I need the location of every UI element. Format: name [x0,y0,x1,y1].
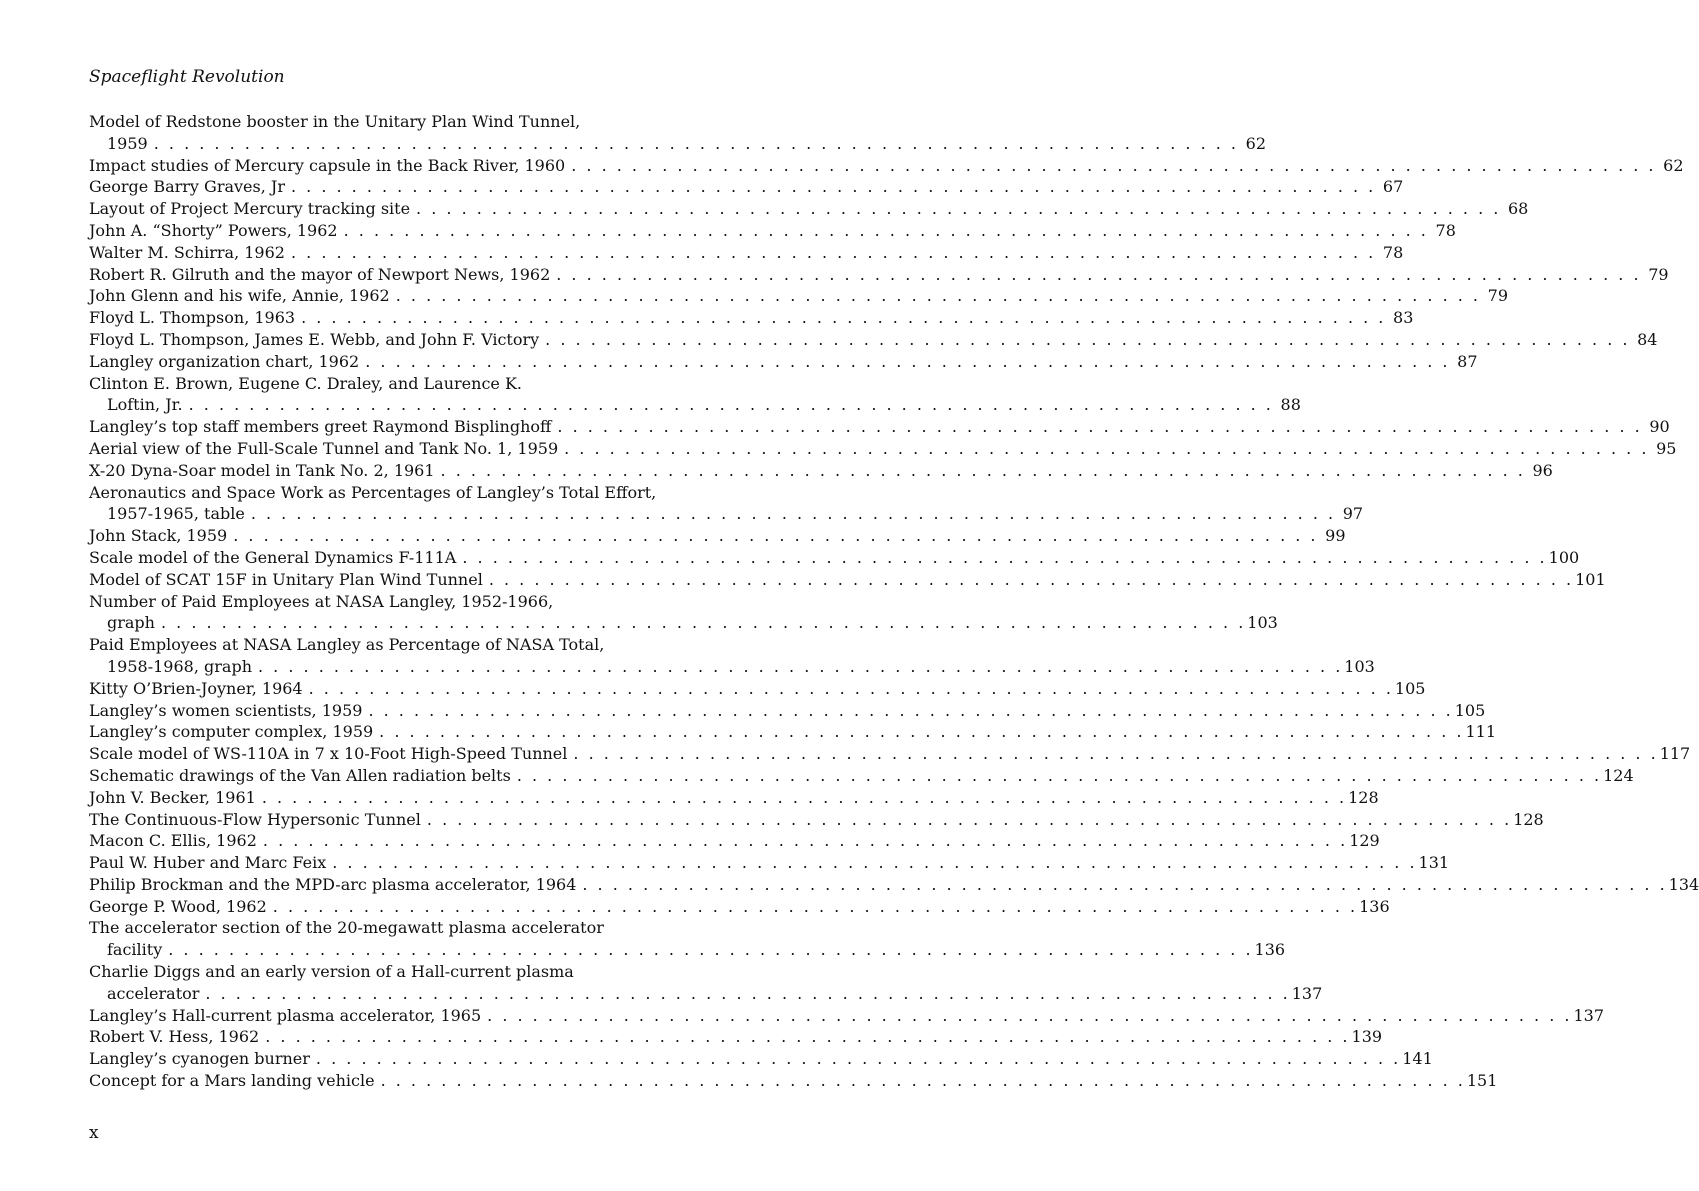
dot-leader [205,983,1287,1005]
entry-page-number: 62 [1663,155,1684,175]
list-entry [89,1070,1498,1092]
dot-leader [462,547,1544,569]
dot-leader [291,176,1373,198]
entry-line-final [89,329,1658,351]
dot-leader [416,198,1498,220]
entry-page-number: 79 [1648,264,1669,284]
list-entry [89,1026,1383,1048]
illustrations-list [89,111,1699,1092]
entry-page-number: 105 [1394,678,1426,698]
entry-title: Robert R. Gilruth and the mayor of Newport News, 1962 [89,264,551,284]
list-entry [89,307,1414,329]
entry-page-number: 128 [1513,809,1544,829]
entry-title: Model of Redstone booster in the Unitary Plan Wind Tunnel, [89,112,581,131]
dot-leader [251,503,1333,525]
entry-page-number: 129 [1349,831,1380,851]
entry-page-number: 88 [1280,395,1301,415]
entry-page-number: 101 [1575,569,1606,589]
entry-title: Number of Paid Employees at NASA Langley, 1952-1966, [89,591,554,611]
list-entry [89,874,1699,896]
page-folio: x [89,1123,99,1143]
entry-line-final [89,896,1390,918]
entry-line-final [89,547,1580,569]
list-entry [89,678,1426,700]
dot-leader [381,1070,1463,1092]
dot-leader [189,394,1271,416]
entry-line-final [89,765,1634,787]
entry-title: 1957-1965, table [107,504,245,524]
entry-page-number: 137 [1573,1005,1604,1025]
dot-leader [344,220,1426,242]
entry-title: Paul W. Huber and Marc Feix [89,853,327,873]
list-entry [89,351,1478,373]
entry-line-final [89,220,1456,242]
entry-title: Langley’s Hall-current plasma accelerator, 1965 [89,1005,482,1025]
entry-title: Langley organization chart, 1962 [89,351,360,371]
list-entry [89,787,1379,809]
entry-line-final [89,678,1426,700]
entry-title: Philip Brockman and the MPD-arc plasma accelerator, 1964 [89,874,577,894]
list-entry [89,482,1364,526]
entry-title: graph [107,613,155,633]
entry-line-final [89,939,1286,961]
list-entry [89,765,1634,787]
entry-title: Langley’s women scientists, 1959 [89,700,363,720]
entry-line-final [89,874,1699,896]
list-entry [89,264,1669,286]
entry-line-final [89,1005,1604,1027]
entry-title: Loftin, Jr. [107,395,183,415]
entry-title: George Barry Graves, Jr [89,177,285,197]
entry-page-number: 151 [1466,1071,1498,1091]
list-entry [89,809,1544,831]
entry-title: Langley’s computer complex, 1959 [89,722,374,742]
entry-title: Concept for a Mars landing vehicle [89,1071,375,1091]
entry-title: The accelerator section of the 20-megawatt plasma accelerator [89,918,604,938]
entry-page-number: 62 [1245,133,1267,153]
entry-line-final [89,830,1380,852]
entry-line-final [89,285,1509,307]
entry-page-number: 78 [1382,242,1404,262]
entry-page-number: 68 [1507,199,1529,219]
entry-page-number: 97 [1342,504,1364,524]
dot-leader [301,307,1383,329]
list-entry [89,721,1497,743]
entry-line-final [89,438,1677,460]
entry-page-number: 139 [1351,1027,1383,1047]
entry-line-final [89,1070,1498,1092]
entry-line-final [89,242,1404,264]
entry-title: 1958-1968, graph [107,656,252,676]
entry-page-number: 128 [1348,787,1379,807]
list-entry [89,373,1301,417]
entry-page-number: 99 [1325,526,1346,546]
dot-leader [368,700,1450,722]
list-entry [89,460,1553,482]
dot-leader [233,525,1315,547]
entry-page-number: 95 [1656,438,1677,458]
entry-line-final [89,133,1267,155]
entry-title: Charlie Diggs and an early version of a Hall-current plasma [89,962,574,982]
dot-leader [573,743,1655,765]
entry-line-final [89,198,1529,220]
entry-title: facility [107,940,163,960]
entry-page-number: 137 [1291,983,1323,1003]
entry-line-final [89,809,1544,831]
entry-line-final [89,307,1414,329]
list-entry [89,155,1684,177]
entry-line-final [89,721,1497,743]
dot-leader [154,133,1236,155]
list-entry [89,700,1486,722]
list-entry [89,198,1529,220]
list-entry [89,329,1658,351]
entry-line-final [89,416,1670,438]
dot-leader [168,939,1250,961]
list-entry [89,1048,1433,1070]
list-entry [89,896,1390,918]
list-entry [89,111,1267,155]
list-entry [89,242,1404,264]
dot-leader [258,656,1340,678]
dot-leader [427,809,1509,831]
entry-page-number: 103 [1344,656,1375,676]
running-title: Spaceflight Revolution [89,67,285,87]
dot-leader [582,874,1664,896]
entry-title: 1959 [107,133,148,153]
entry-title: Kitty O’Brien-Joyner, 1964 [89,678,303,698]
entry-page-number: 124 [1603,765,1634,785]
dot-leader [309,678,1391,700]
entry-title: John Stack, 1959 [89,526,228,546]
entry-page-number: 136 [1359,896,1390,916]
dot-leader [379,721,1461,743]
dot-leader [489,569,1571,591]
entry-title: Impact studies of Mercury capsule in the Back River, 1960 [89,155,566,175]
entry-line-final [89,155,1684,177]
entry-line-final [89,460,1553,482]
dot-leader [487,1005,1569,1027]
entry-page-number: 111 [1465,722,1497,742]
entry-line-final [89,612,1278,634]
dot-leader [273,896,1355,918]
list-entry [89,220,1456,242]
entry-page-number: 105 [1454,700,1486,720]
entry-title: Floyd L. Thompson, James E. Webb, and John F. Victory [89,329,540,349]
dot-leader [557,416,1639,438]
dot-leader [265,1026,1347,1048]
entry-page-number: 103 [1247,613,1278,633]
entry-title: Robert V. Hess, 1962 [89,1027,260,1047]
entry-page-number: 96 [1532,460,1553,480]
entry-page-number: 141 [1402,1049,1433,1069]
entry-title: Langley’s top staff members greet Raymond Bisplinghoff [89,417,552,437]
dot-leader [517,765,1599,787]
entry-line-final [89,700,1486,722]
dot-leader [556,264,1638,286]
entry-title: The Continuous-Flow Hypersonic Tunnel [89,809,421,829]
entry-title: Aeronautics and Space Work as Percentages of Langley’s Total Effort, [89,482,657,502]
entry-title: George P. Wood, 1962 [89,896,267,916]
entry-title: Model of SCAT 15F in Unitary Plan Wind Tunnel [89,569,483,589]
list-entry [89,569,1606,591]
entry-title: Paid Employees at NASA Langley as Percentage of NASA Total, [89,635,605,655]
entry-line [89,961,751,983]
entry-title: Macon C. Ellis, 1962 [89,831,257,851]
entry-line-final [89,743,1691,765]
entry-title: John Glenn and his wife, Annie, 1962 [89,286,390,306]
list-entry [89,917,1286,961]
entry-line-final [89,503,1364,525]
list-entry [89,591,1278,635]
list-entry [89,743,1691,765]
entry-line [89,482,751,504]
entry-title: Clinton E. Brown, Eugene C. Draley, and Laurence K. [89,373,522,393]
entry-title: Schematic drawings of the Van Allen radiation belts [89,765,511,785]
entry-line-final [89,1048,1433,1070]
list-entry [89,438,1677,460]
entry-line-final [89,176,1404,198]
entry-title: Aerial view of the Full-Scale Tunnel and Tank No. 1, 1959 [89,438,559,458]
list-entry [89,634,1375,678]
entry-page-number: 87 [1457,351,1478,371]
list-entry [89,285,1509,307]
entry-title: Scale model of the General Dynamics F-111A [89,547,457,567]
dot-leader [262,787,1344,809]
entry-page-number: 134 [1668,874,1699,894]
entry-line-final [89,394,1301,416]
entry-line-final [89,351,1478,373]
list-entry [89,852,1450,874]
entry-title: Scale model of WS-110A in 7 x 10-Foot High-Speed Tunnel [89,744,568,764]
entry-page-number: 117 [1659,744,1691,764]
entry-line-final [89,525,1346,547]
list-entry [89,416,1670,438]
entry-line [89,917,751,939]
entry-page-number: 78 [1435,220,1456,240]
entry-line-final [89,1026,1383,1048]
list-entry [89,830,1380,852]
entry-line-final [89,569,1606,591]
entry-title: Langley’s cyanogen burner [89,1049,310,1069]
dot-leader [564,438,1646,460]
list-entry [89,961,1323,1005]
entry-line [89,634,751,656]
entry-page-number: 90 [1649,417,1670,437]
entry-line-final [89,656,1375,678]
entry-title: accelerator [107,983,200,1003]
entry-page-number: 83 [1393,308,1414,328]
entry-title: Layout of Project Mercury tracking site [89,199,411,219]
entry-line [89,591,751,613]
entry-line-final [89,787,1379,809]
entry-line-final [89,852,1450,874]
dot-leader [571,155,1653,177]
dot-leader [332,852,1414,874]
entry-page-number: 100 [1548,547,1580,567]
dot-leader [396,285,1478,307]
entry-page-number: 79 [1487,286,1509,306]
dot-leader [365,351,1447,373]
list-entry [89,1005,1604,1027]
list-entry [89,547,1580,569]
entry-title: John A. “Shorty” Powers, 1962 [89,220,338,240]
entry-line-final [89,983,1323,1005]
entry-title: Walter M. Schirra, 1962 [89,242,285,262]
entry-line [89,373,751,395]
dot-leader [291,242,1373,264]
entry-page-number: 131 [1418,853,1450,873]
dot-leader [316,1048,1398,1070]
list-entry [89,525,1346,547]
entry-title: John V. Becker, 1961 [89,787,256,807]
dot-leader [545,329,1627,351]
dot-leader [263,830,1345,852]
entry-line-final [89,264,1669,286]
entry-line [89,111,751,133]
entry-page-number: 136 [1254,940,1286,960]
entry-page-number: 84 [1637,329,1658,349]
entry-title: X-20 Dyna-Soar model in Tank No. 2, 1961 [89,460,435,480]
list-entry [89,176,1404,198]
entry-page-number: 67 [1382,177,1404,197]
dot-leader [441,460,1523,482]
dot-leader [161,612,1243,634]
entry-title: Floyd L. Thompson, 1963 [89,308,296,328]
